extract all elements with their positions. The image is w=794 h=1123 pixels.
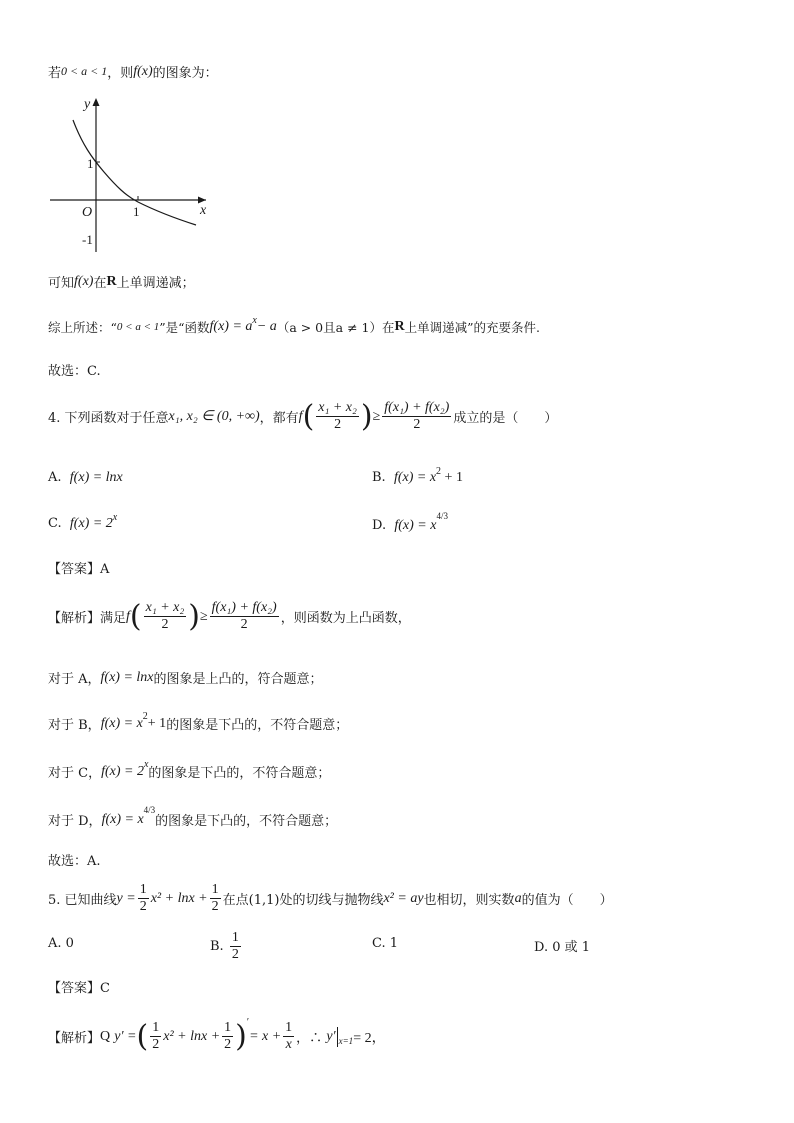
q4-vars: x₁, x₂ ∈ (0, +∞) <box>168 409 260 424</box>
origin-label: O <box>82 205 93 220</box>
intro-cond: 0 < a < 1 <box>61 64 108 78</box>
summary-line <box>48 314 540 336</box>
y-tick-neg1-label: -1 <box>82 232 93 247</box>
q5-parab: x² = ay <box>383 890 424 906</box>
q5-an-half-2 <box>222 1020 233 1053</box>
q4-a-line <box>48 668 323 687</box>
q5-half-2-num: 1 <box>211 882 219 897</box>
q4-analysis-lparen: ( <box>129 598 142 634</box>
line3-paren: （a > 0且a ≠ 1） <box>276 320 382 335</box>
q4-option-a-label: A. <box>48 470 62 485</box>
q5-q: Q <box>100 1028 111 1044</box>
line2-fx: f(x) <box>74 273 94 289</box>
q5-option-b[interactable] <box>210 930 243 963</box>
q4-option-d-label: D. <box>372 518 387 533</box>
q4-a-func: f(x) = lnx <box>100 669 154 685</box>
y-axis-arrow <box>93 98 100 106</box>
q4-frac1 <box>316 400 359 433</box>
q4-b-sup: 2 <box>142 711 148 722</box>
q4-option-b[interactable] <box>372 466 463 486</box>
q5-rparen: ) <box>235 1018 247 1054</box>
q4-option-c-label: C. <box>48 516 62 531</box>
q5-lparen: ( <box>136 1018 149 1054</box>
q5-yp2: y′ <box>326 1028 336 1044</box>
q4-option-c[interactable] <box>48 512 118 532</box>
q5-an-half-1-num: 1 <box>152 1020 160 1035</box>
choose-c: 故选：C. <box>48 364 101 379</box>
q5-analysis <box>48 1017 386 1054</box>
q5-stem <box>48 882 613 915</box>
q4-b-prefix: 对于 B， <box>48 718 101 733</box>
q4-option-a-text: f(x) = lnx <box>69 470 123 485</box>
q4-analysis-frac1-num: x₁ + x₂ <box>145 600 185 615</box>
line3-mid1: ”是“函数 <box>159 320 210 335</box>
line3-func: f(x) = a <box>209 319 253 334</box>
q4-analysis-geq: ≥ <box>199 608 208 624</box>
q5-a: a <box>514 890 522 906</box>
q5-suffix3: 的值为（ ） <box>521 893 613 908</box>
x-axis-label: x <box>200 203 207 218</box>
q4-option-b-sup: 2 <box>436 466 442 477</box>
q4-analysis-frac1 <box>144 600 187 633</box>
q5-at: x=1 <box>338 1035 354 1046</box>
line3-cond: 0 < a < 1 <box>116 321 160 333</box>
q4-lparen: ( <box>302 398 315 434</box>
q4-d-suffix: 的图象是下凸的，不符合题意； <box>155 814 338 829</box>
q4-option-b-label: B. <box>372 470 386 485</box>
q5-eq: = x + <box>249 1028 282 1044</box>
q4-choose: 故选：A. <box>48 854 101 869</box>
q4-c-prefix: 对于 C， <box>48 766 102 781</box>
q4-analysis <box>48 600 411 633</box>
q4-option-d[interactable] <box>372 511 448 534</box>
intro-line <box>48 62 218 81</box>
q5-analysis-label: 【解析】 <box>48 1031 101 1046</box>
q4-option-c-sup: x <box>112 512 118 523</box>
q5-option-d[interactable]: D. 0 或 1 <box>534 940 591 955</box>
q4-a-suffix: 的图象是上凸的，符合题意； <box>153 672 323 687</box>
q4-stem-prefix: 4. 下列函数对于任意 <box>48 411 169 426</box>
q4-c-sup: x <box>143 759 149 770</box>
q4-frac2-num: f(x₁) + f(x₂) <box>384 400 450 415</box>
q4-geq: ≥ <box>372 408 381 424</box>
q4-option-a[interactable] <box>48 470 123 486</box>
x-tick-1-label: 1 <box>133 204 140 219</box>
q4-frac1-den: 2 <box>334 417 342 432</box>
q4-b-suffix: 的图象是下凸的，不符合题意； <box>166 718 349 733</box>
q4-d-sup: 4/3 <box>143 804 156 815</box>
q4-analysis-rparen: ) <box>188 598 200 634</box>
q5-inner: x² + lnx + <box>163 1028 221 1044</box>
q5-eval-bar <box>337 1027 338 1047</box>
q4-a-prefix: 对于 A， <box>48 672 101 687</box>
q4-suffix: 成立的是（ ） <box>453 411 558 426</box>
monotone-line <box>48 272 195 291</box>
q5-option-b-label: B. <box>210 939 224 954</box>
q4-c-func: f(x) = 2 <box>101 763 144 779</box>
q5-suffix: 在点(1,1)处的切线与抛物线 <box>222 893 384 908</box>
q4-answer: 【答案】A <box>48 562 110 577</box>
intro-prefix: 若 <box>48 66 62 81</box>
line2-R: R <box>106 273 117 289</box>
q5-option-b-num: 1 <box>231 930 239 945</box>
q4-analysis-frac1-den: 2 <box>161 617 169 632</box>
line3-mid2: 在 <box>381 320 395 335</box>
q4-analysis-prefix: 满足 <box>100 611 127 626</box>
q4-rparen: ) <box>360 398 373 434</box>
q4-d-func: f(x) = x <box>101 811 144 827</box>
q5-one-over-x <box>283 1020 294 1053</box>
line2-suffix: 上单调递减； <box>116 276 195 291</box>
q5-half-1-den: 2 <box>139 899 147 914</box>
q4-c-line <box>48 759 331 781</box>
q5-yp: y′ = <box>114 1028 137 1044</box>
q5-option-c[interactable]: C. 1 <box>372 936 399 951</box>
q4-d-prefix: 对于 D， <box>48 814 102 829</box>
y-axis-label: y <box>84 97 91 112</box>
q5-one: 1 <box>285 1020 293 1035</box>
q4-b-tail: + 1 <box>147 715 167 731</box>
q4-frac2-den: 2 <box>413 417 421 432</box>
q4-b-line <box>48 711 349 733</box>
q5-half-2-den: 2 <box>211 899 219 914</box>
q5-prime: ′ <box>246 1017 250 1028</box>
q5-therefore: ，∴ <box>296 1031 323 1046</box>
q5-option-a[interactable]: A. 0 <box>48 936 74 951</box>
q4-c-suffix: 的图象是下凸的，不符合题意； <box>148 766 331 781</box>
q4-option-c-text: f(x) = 2 <box>69 516 113 531</box>
q4-frac2 <box>382 400 451 433</box>
q4-b-func: f(x) = x <box>100 715 143 731</box>
q5-xden: x <box>285 1037 292 1052</box>
q5-res: = 2， <box>353 1030 386 1046</box>
q4-frac1-num: x₁ + x₂ <box>318 400 357 415</box>
q5-an-half-2-num: 1 <box>224 1020 232 1035</box>
q4-analysis-suffix: ，则函数为上凸函数， <box>280 611 411 626</box>
intro-suffix: 的图象为： <box>152 66 218 81</box>
line2-prefix: 可知 <box>48 276 75 291</box>
line2-mid: 在 <box>93 276 107 291</box>
line3-func2: − a <box>256 319 277 334</box>
q5-half-2 <box>210 882 221 915</box>
q4-stem <box>48 400 557 433</box>
line3-R: R <box>394 319 405 334</box>
q4-d-line <box>48 804 338 829</box>
q5-half-1 <box>138 882 149 915</box>
y-tick-1-label: 1 <box>87 156 94 171</box>
function-graph <box>46 94 216 254</box>
q5-suffix2: 也相切，则实数 <box>423 893 515 908</box>
q5-option-b-frac <box>230 930 241 963</box>
line3-prefix: 综上所述：“ <box>48 320 117 335</box>
q4-analysis-frac2 <box>210 600 279 633</box>
q4-analysis-f: f <box>126 608 130 624</box>
q4-option-d-text: f(x) = x <box>394 518 437 533</box>
q4-mid: ，都有 <box>259 411 299 426</box>
q5-y: y = <box>116 890 136 906</box>
q4-analysis-label: 【解析】 <box>48 611 101 626</box>
q5-term: x² + lnx + <box>150 890 208 906</box>
q4-option-b-text: f(x) = x <box>393 470 437 485</box>
intro-fx: f(x) <box>133 63 153 79</box>
q4-f: f <box>298 408 303 424</box>
q4-analysis-frac2-den: 2 <box>240 617 248 632</box>
q5-stem-prefix: 5. 已知曲线 <box>48 893 117 908</box>
q5-option-b-den: 2 <box>231 947 239 962</box>
q4-option-d-sup: 4/3 <box>436 511 448 521</box>
line3-suffix: 上单调递减”的充要条件. <box>404 320 540 335</box>
q5-an-half-1 <box>150 1020 161 1053</box>
q4-option-b-tail: + 1 <box>441 470 463 485</box>
line3-sup: x <box>252 314 257 326</box>
q5-an-half-2-den: 2 <box>224 1037 232 1052</box>
q5-an-half-1-den: 2 <box>152 1037 160 1052</box>
q5-answer: 【答案】C <box>48 981 110 996</box>
q4-analysis-frac2-num: f(x₁) + f(x₂) <box>211 600 277 615</box>
intro-mid: ，则 <box>107 66 134 81</box>
q5-half-1-num: 1 <box>139 882 147 897</box>
